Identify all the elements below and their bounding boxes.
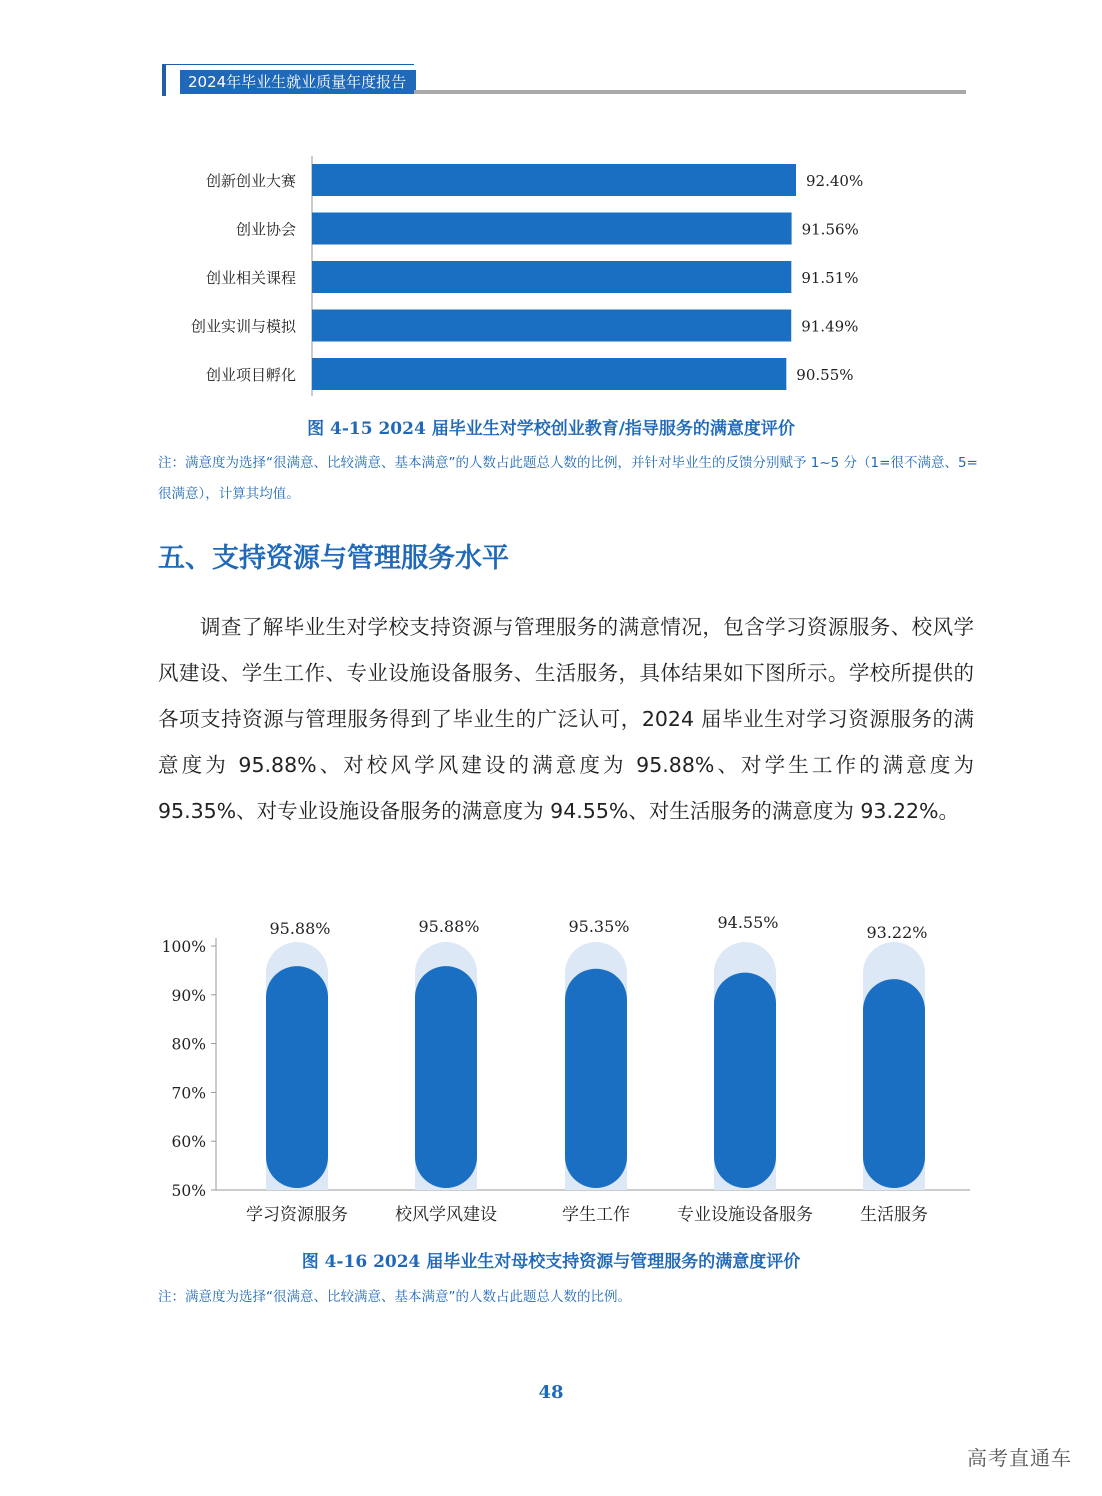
value-label: 92.40% (806, 172, 864, 190)
report-title: 2024年毕业生就业质量年度报告 (180, 70, 416, 94)
category-label: 创业项目孵化 (205, 366, 296, 384)
section-title: 五、支持资源与管理服务水平 (158, 543, 509, 574)
figure1-note: 注：满意度为选择“很满意、比较满意、基本满意”的人数占此题总人数的比例，并针对毕业生的反馈分别赋予 1~5 分（1=很不满意、5=很满意），计算其均值。 (158, 455, 978, 502)
category-label: 学习资源服务 (246, 1205, 348, 1225)
figure2-note: 注：满意度为选择“很满意、比较满意、基本满意”的人数占此题总人数的比例。 (158, 1289, 631, 1305)
value-label: 91.56% (801, 220, 859, 239)
category-label: 创新创业大赛 (205, 172, 296, 190)
y-tick-label: 80% (171, 1035, 206, 1054)
bar-4 (312, 310, 791, 342)
page-number: 48 (538, 1382, 564, 1403)
category-label: 生活服务 (860, 1205, 928, 1225)
value-label: 91.51% (801, 269, 859, 287)
y-tick-label: 100% (161, 938, 206, 956)
value-label: 95.88% (269, 919, 331, 938)
value-label: 94.55% (717, 913, 779, 932)
bar-1 (312, 164, 796, 196)
section-paragraph (158, 604, 974, 834)
value-label: 90.55% (796, 366, 854, 384)
bar-2 (415, 966, 477, 1188)
y-tick-label: 60% (171, 1133, 206, 1152)
bar-2 (312, 213, 792, 245)
category-label: 创业相关课程 (205, 269, 296, 287)
category-label: 校风学风建设 (395, 1205, 497, 1225)
figure2-caption: 图 4-16 2024 届毕业生对母校支持资源与管理服务的满意度评价 (301, 1252, 801, 1272)
category-label: 专业设施设备服务 (677, 1205, 813, 1225)
value-label: 95.35% (568, 917, 630, 936)
chart-support-services-satisfaction (0, 900, 1102, 1240)
y-tick-label: 90% (171, 986, 206, 1005)
category-label: 创业协会 (235, 220, 296, 239)
y-tick-label: 50% (171, 1182, 206, 1200)
category-label: 创业实训与模拟 (190, 317, 296, 336)
value-label: 91.49% (801, 317, 859, 336)
paragraph-text: 调查了解毕业生对学校支持资源与管理服务的满意情况，包含学习资源服务、校风学风建设、学生工作、专业设施设备服务、生活服务，具体结果如下图所示。学校所提供的各项支持资源与管理服务得到了毕业生的广泛认可，2024 届毕业生对学习资源服务的满意度为 95.88%、对校风学风建设的满意度为 95.88%、对学生工作的满意度为 95.35%、对专业设施设备服务的满意度为 94.55%、对生活服务的满意度为 93.22%。 (158, 615, 974, 823)
value-label: 95.88% (418, 917, 480, 936)
bar-5 (312, 358, 786, 390)
chart-entrepreneurship-satisfaction (0, 150, 1102, 400)
bar-1 (266, 966, 328, 1188)
bar-5 (863, 979, 925, 1188)
bar-4 (714, 973, 776, 1188)
bar-3 (565, 969, 627, 1188)
category-label: 学生工作 (562, 1205, 630, 1225)
header-rule (414, 90, 966, 94)
watermark: 高考直通车 (967, 1446, 1072, 1470)
value-label: 93.22% (866, 923, 928, 942)
bar-3 (312, 261, 791, 293)
figure1-caption: 图 4-15 2024 届毕业生对学校创业教育/指导服务的满意度评价 (307, 419, 795, 439)
y-tick-label: 70% (171, 1084, 206, 1103)
